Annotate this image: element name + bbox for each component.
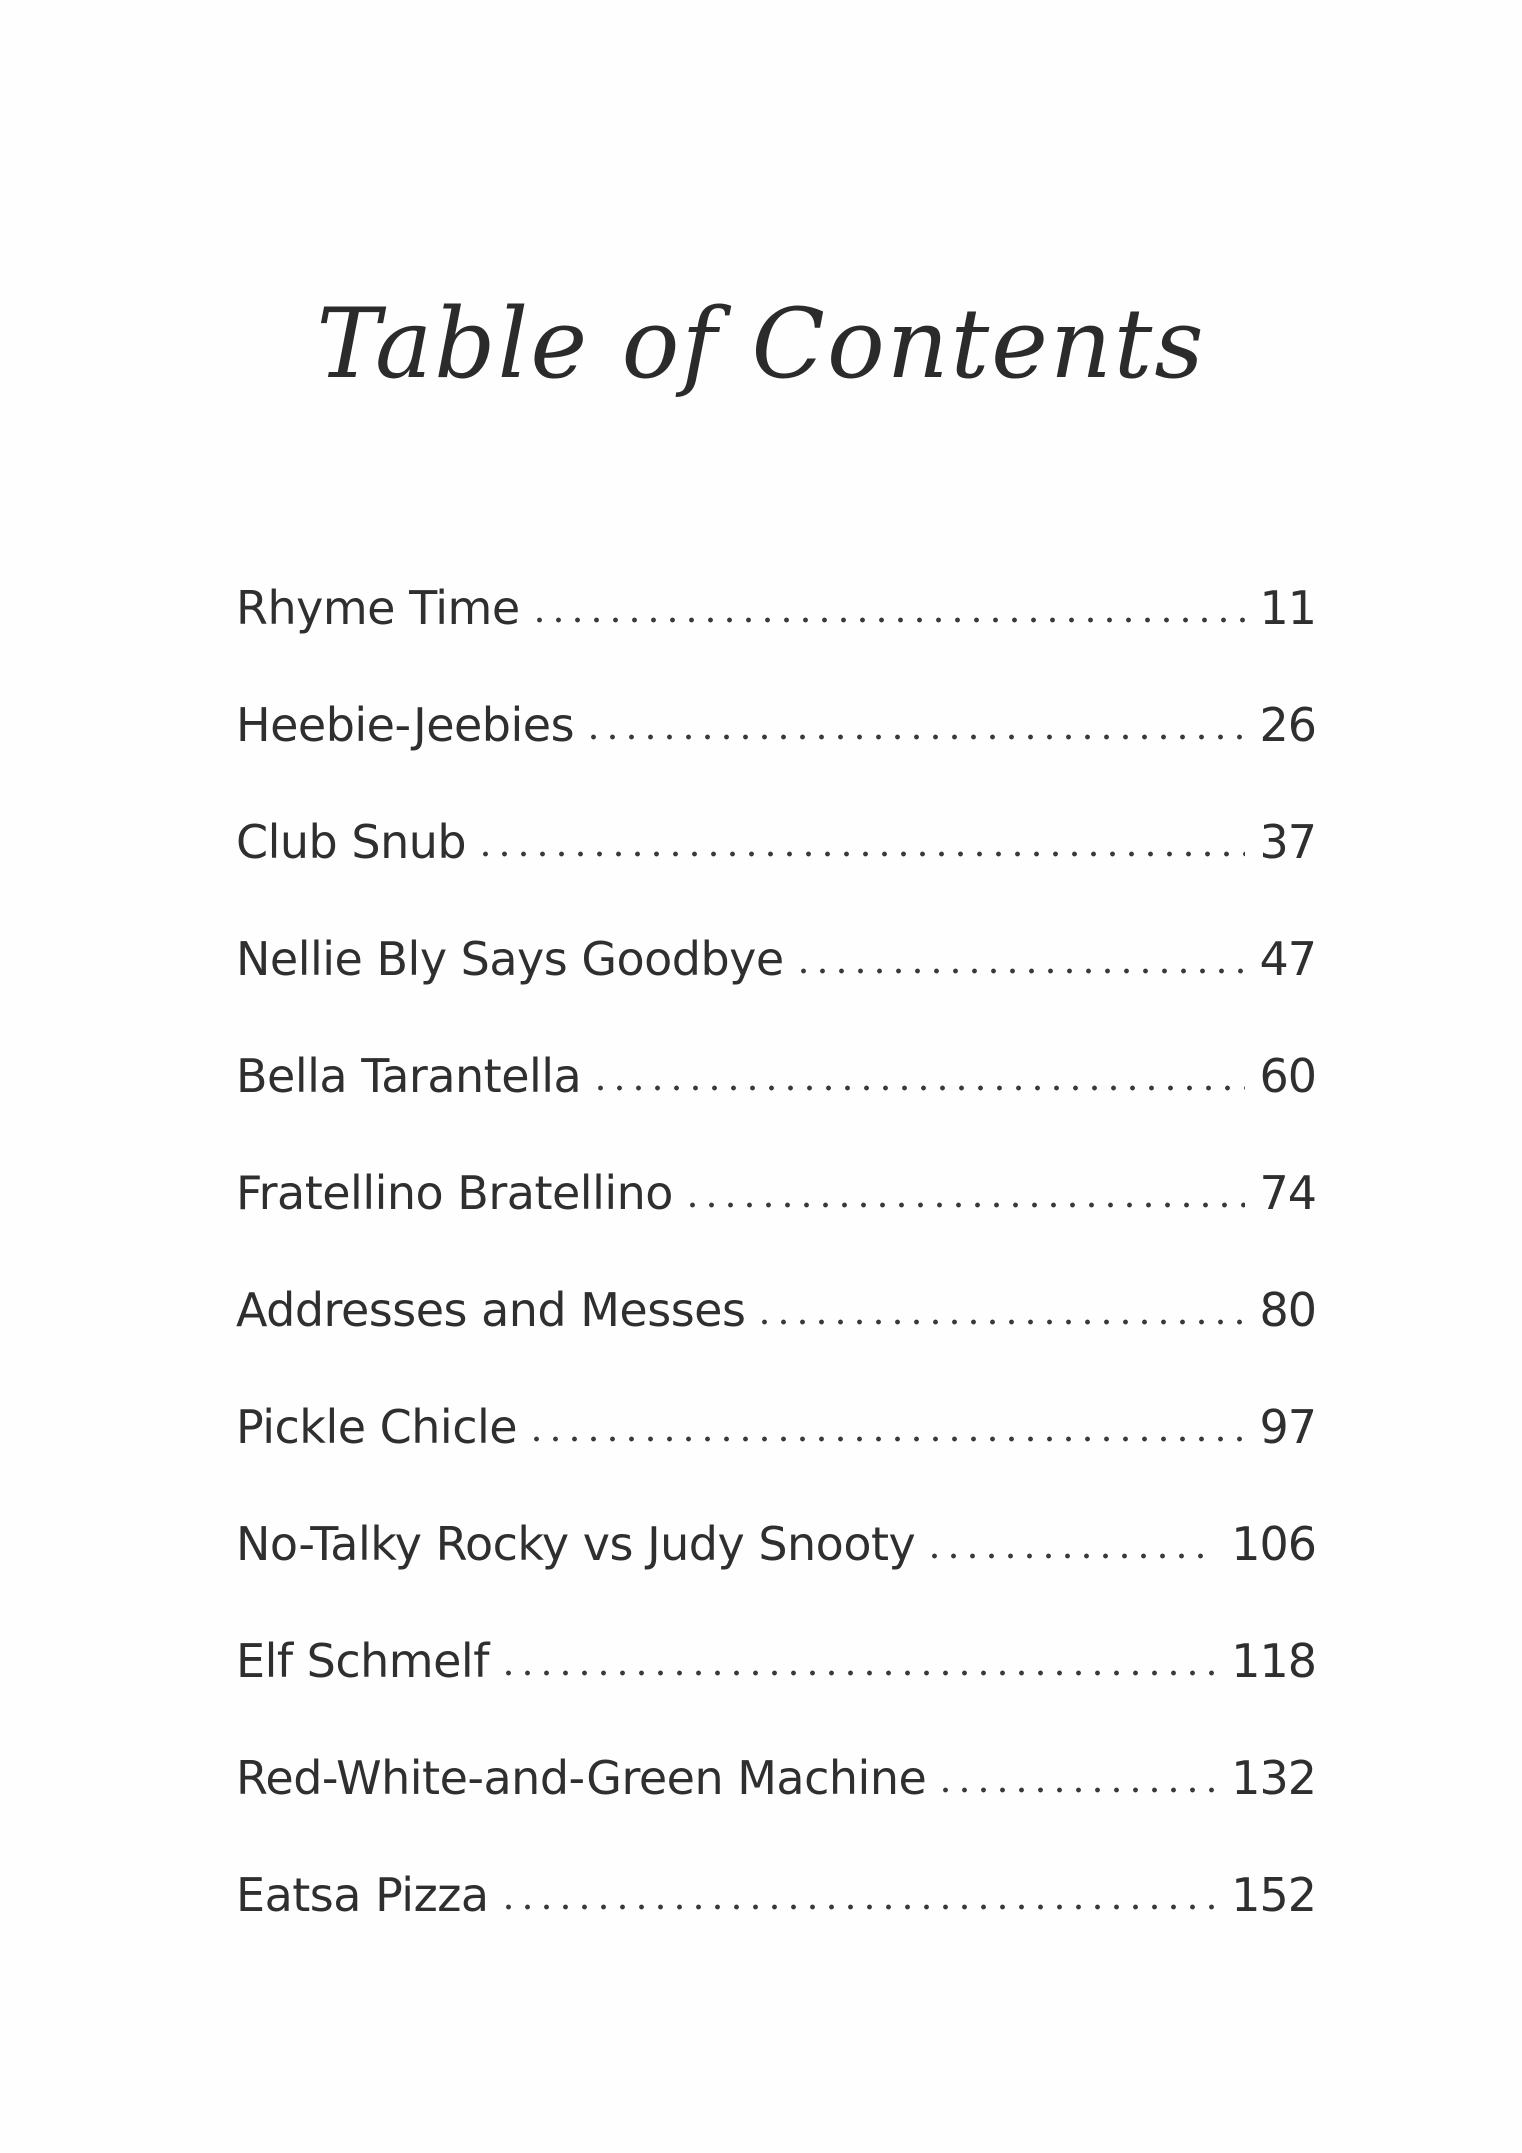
dot-leader — [925, 1553, 1217, 1559]
toc-entry — [236, 871, 1316, 988]
toc-entry — [236, 988, 1316, 1105]
toc-entry-title: Club Snub — [236, 815, 467, 869]
toc-entry-title: Fratellino Bratellino — [236, 1166, 673, 1220]
toc-entry-page: 97 — [1259, 1400, 1316, 1454]
toc-entry-page: 47 — [1259, 932, 1316, 986]
toc-entry-title: Red-White-and-Green Machine — [236, 1751, 927, 1805]
toc-entry-page: 60 — [1259, 1049, 1316, 1103]
dot-leader — [683, 1202, 1246, 1208]
toc-entry-page: 37 — [1259, 815, 1316, 869]
toc-entry-title: Addresses and Messes — [236, 1283, 746, 1337]
toc-entry — [236, 1339, 1316, 1456]
dot-leader — [476, 851, 1245, 857]
toc-entry-page: 106 — [1231, 1517, 1316, 1571]
toc-entry — [236, 1222, 1316, 1339]
toc-entry-title: Bella Tarantella — [236, 1049, 582, 1103]
toc-entry-title: Eatsa Pizza — [236, 1868, 489, 1922]
toc-entry — [236, 637, 1316, 754]
toc-entry — [236, 1573, 1316, 1690]
toc-entry-title: Pickle Chicle — [236, 1400, 518, 1454]
toc-entry-page: 152 — [1231, 1868, 1316, 1922]
dot-leader — [499, 1904, 1218, 1910]
toc-entry-title: Rhyme Time — [236, 581, 520, 635]
dot-leader — [530, 617, 1246, 623]
toc-entry — [236, 1105, 1316, 1222]
dot-leader — [527, 1436, 1245, 1442]
toc-entry-title: No-Talky Rocky vs Judy Snooty — [236, 1517, 916, 1571]
toc-entry-page: 11 — [1259, 581, 1316, 635]
dot-leader — [584, 734, 1245, 740]
page-title: Table of Contents — [316, 288, 1206, 401]
dot-leader — [755, 1319, 1245, 1325]
toc-entry-page: 132 — [1231, 1751, 1316, 1805]
toc-entry-page: 74 — [1259, 1166, 1316, 1220]
dot-leader — [499, 1670, 1217, 1676]
dot-leader — [936, 1787, 1217, 1793]
toc-entry-page: 80 — [1259, 1283, 1316, 1337]
toc-entry — [236, 520, 1316, 637]
toc-entry-title: Elf Schmelf — [236, 1634, 489, 1688]
dot-leader — [591, 1085, 1245, 1091]
toc-entry — [236, 1690, 1316, 1807]
toc-entry-title: Nellie Bly Says Goodbye — [236, 932, 784, 986]
toc-entry — [236, 1807, 1316, 1924]
toc-entry-page: 118 — [1231, 1634, 1316, 1688]
dot-leader — [794, 968, 1246, 974]
toc-entry-page: 26 — [1259, 698, 1316, 752]
toc-entry — [236, 754, 1316, 871]
table-of-contents — [236, 520, 1316, 1924]
toc-entry — [236, 1456, 1316, 1573]
toc-entry-title: Heebie-Jeebies — [236, 698, 575, 752]
